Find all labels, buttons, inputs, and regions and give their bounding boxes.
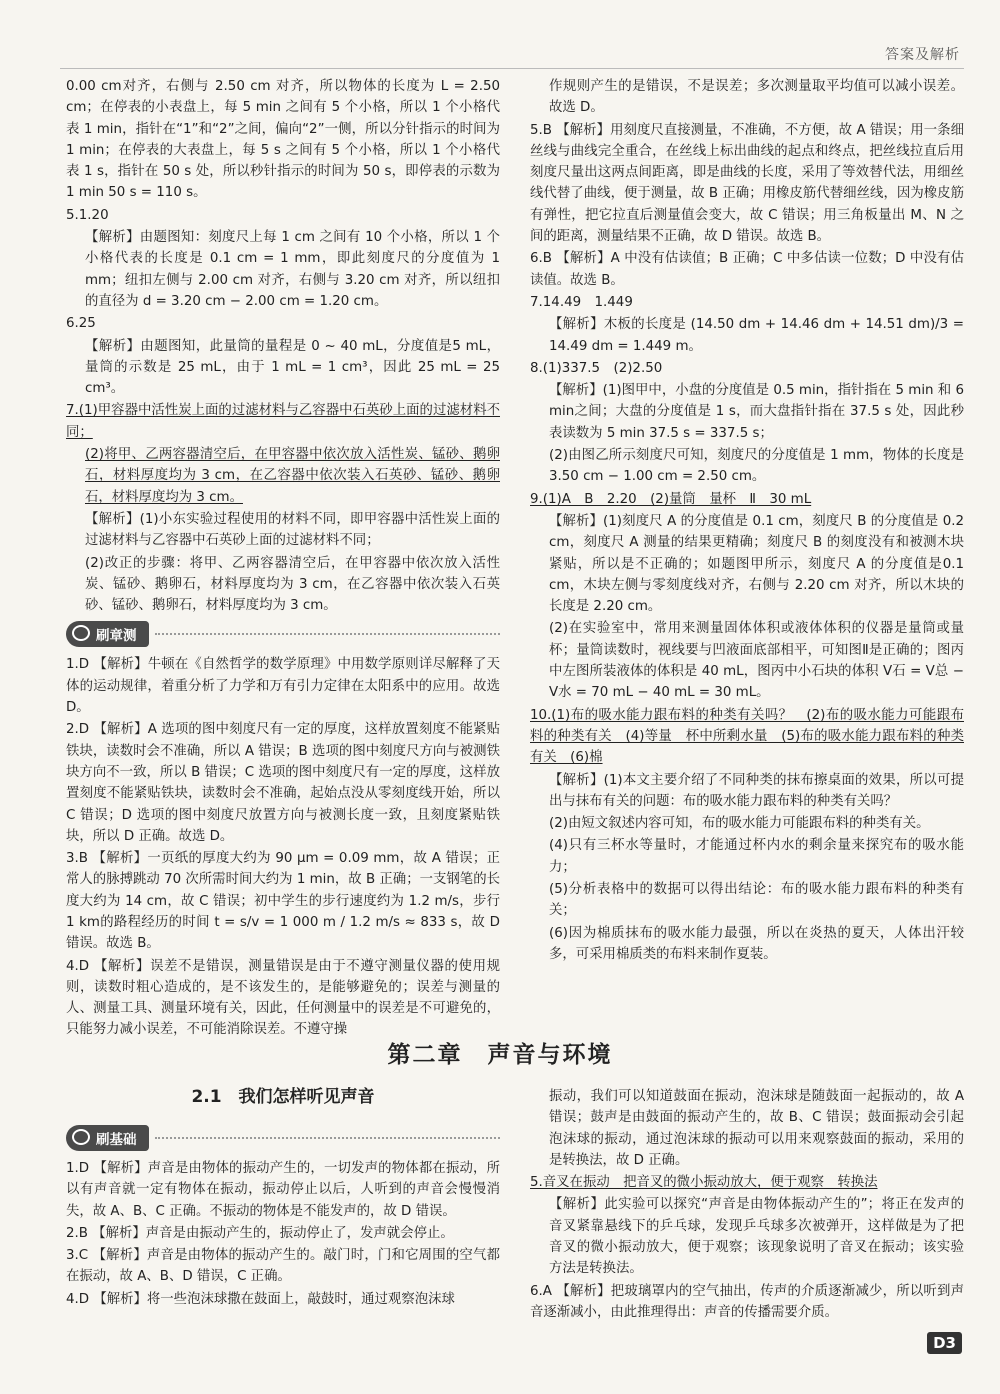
basics-5: 5.音叉在振动 把音叉的微小振动放大，便于观察 转换法 [530,1175,878,1191]
right-column-top [530,76,964,966]
chapter-title: 第二章 声音与环境 [387,1042,613,1068]
basics-1: 1.D 【解析】声音是由物体的振动产生的，一切发声的物体都在振动，所以有声音就一定有物体在振动，振动停止以后，人听到的声音会慢慢消失，故 A、B、C 正确。不振动的物体是不能发声的，故 D 错误。 [66,1161,500,1219]
left-column-bottom [66,1120,500,1311]
section-band-chapter-test [66,620,500,648]
page-number: D3 [927,1332,962,1354]
chapter-test-1: 1.D 【解析】牛顿在《自然哲学的数学原理》中用数学原则详尽解释了天体的运动规律，着重分析了力学和万有引力定律在太阳系中的应用。故选 D。 [66,657,500,716]
chapter-test-10-expl-6: (6)因为棉质抹布的吸水能力最强，所以在炎热的夏天，人体出汗较多，可采用棉质类的布料来制作夏装。 [549,925,964,962]
chapter-test-10-expl-1: 【解析】(1)本文主要介绍了不同种类的抹布擦桌面的效果，所以可提出与抹布有关的问题：布的吸水能力跟布料的种类有关吗？ [549,772,964,809]
basics-4: 4.D 【解析】将一些泡沫球撒在鼓面上，敲鼓时，通过观察泡沫球 [66,1291,455,1307]
answer-5: 5.1.20 [66,207,109,223]
chapter-test-10-expl-4: (4)只有三杯水等量时，才能通过杯内水的剩余量来探究布的吸水能力； [549,838,964,875]
chapter-test-7-expl: 【解析】木板的长度是 (14.50 dm + 14.46 dm + 14.51 dm)/3 = 14.49 dm = 1.449 m。 [549,317,964,354]
answer-7-1: 7.(1)甲容器中活性炭上面的过滤材料与乙容器中石英砂上面的过滤材料不同； [66,403,500,440]
answer-6: 6.25 [66,316,96,332]
chapter-test-6: 6.B 【解析】A 中没有估读值；B 正确；C 中多估读一位数；D 中没有估读值。故选 B。 [530,251,964,288]
brush-icon [72,1129,90,1145]
basics-5-expl: 【解析】此实验可以探究“声音是由物体振动产生的”；将正在发声的音叉紧靠悬线下的乒乓球，发现乒乓球多次被弹开，这样做是为了把音叉的微小振动放大，便于观察；该现象说明了音叉在振动；该实验方法是转换法。 [549,1197,964,1277]
chapter-test-4: 4.D 【解析】误差不是错误，测量错误是由于不遵守测量仪器的使用规则，读数时粗心造成的，是不该发生的，是能够避免的；误差与测量的人、测量工具、测量环境有关，因此，任何测量中的误差是不可避免的，只能努力减小误差，不可能消除误差。不遵守操 [66,958,500,1038]
section-title: 2.1 我们怎样听见声音 [191,1087,375,1107]
basics-4-cont: 振动，我们可以知道鼓面在振动，泡沫球是随鼓面一起振动的，故 A 错误；鼓声是由鼓面的振动产生的，故 B、C 错误；鼓面振动会引起泡沫球的振动，通过泡沫球的振动可以用来观察鼓面的振动，采用的是转换法，故 D 正确。 [549,1089,964,1168]
basics-2: 2.B 【解析】声音是由振动产生的，振动停止了，发声就会停止。 [66,1225,454,1241]
dotted-divider [155,633,501,635]
left-column-top [66,76,500,1042]
chapter-test-9: 9.(1)A B 2.20 (2)量筒 量杯 Ⅱ 30 mL [530,491,812,507]
band-label: 刷章测 [66,621,149,647]
text-paragraph: 0.00 cm对齐，右侧与 2.50 cm 对齐，所以物体的长度为 L = 2.50 cm；在停表的小表盘上，每 5 min 之间有 5 个小格，所以 1 个小格代表 1 min，指针在“1”和“2”之间，偏向“2”一侧，所以分针指示的时间为 1 min；在停表的大表盘上，每 5 s 之间有 5 个小格，所以 1 个小格代表 1 s，指针在 50 s 处，所以秒针指示的时间为 50 s，即停表的示数为 1 min 50 s = 110 s。 [66,79,500,201]
chapter-test-5: 5.B 【解析】用刻度尺直接测量，不准确，不方便，故 A 错误；用一条细丝线与曲线完全重合，在丝线上标出曲线的起点和终点，把丝线拉直后用刻度尺量出这两点间距离，即是曲线的长度，采用了等效替代法，用细丝线代替了曲线，便于测量，故 B 正确；用橡皮筋代替细丝线，因为橡皮筋有弹性，把它拉直后测量值会变大，故 C 错误；用三角板量出 M、N 之间的距离，测量结果不正确，故 D 错误。故选 B。 [530,122,964,245]
chapter-test-7: 7.14.49 1.449 [530,294,633,310]
brush-icon [72,625,90,641]
chapter-test-8-expl-1: 【解析】(1)图甲中，小盘的分度值是 0.5 min，指针指在 5 min 和 6 min之间；大盘的分度值是 1 s，而大盘指针指在 37.5 s 处，因此秒表读数为 5 min 37.5 s = 337.5 s； [549,383,964,441]
chapter-test-8: 8.(1)337.5 (2)2.50 [530,360,663,376]
answer-7-2: (2)将甲、乙两容器清空后，在甲容器中依次放入活性炭、锰砂、鹅卵石，材料厚度均为 3 cm，在乙容器中依次装入石英砂、锰砂、鹅卵石，材料厚度均为 3 cm。 [85,447,500,505]
chapter-test-10: 10.(1)布的吸水能力跟布料的种类有关吗？ (2)布的吸水能力可能跟布料的种类有关 (4)等量 杯中所剩水量 (5)布的吸水能力跟布料的种类有关 (6)棉 [530,707,964,766]
explanation-5: 【解析】由题图知：刻度尺上每 1 cm 之间有 10 个小格，所以 1 个小格代表的长度是 0.1 cm = 1 mm，即此刻度尺的分度值为 1 mm；纽扣左侧与 2.00 cm 对齐，右侧与 3.20 cm 对齐，所以纽扣的直径为 d = 3.20 cm − 2.00 cm = 1.20 cm。 [85,230,500,309]
header-divider [60,68,964,69]
basics-6: 6.A 【解析】把玻璃罩内的空气抽出，传声的介质逐渐减少，所以听到声音逐渐减小，由此推理得出：声音的传播需要介质。 [530,1283,964,1320]
chapter-test-8-expl-2: (2)由图乙所示刻度尺可知，刻度尺的分度值是 1 mm，物体的长度是 3.50 cm − 1.00 cm = 2.50 cm。 [549,448,964,485]
header-title: 答案及解析 [885,47,960,63]
chapter-test-4-cont: 作规则产生的是错误，不是误差；多次测量取平均值可以减小误差。故选 D。 [549,79,964,116]
dotted-divider [155,1137,501,1139]
basics-3: 3.C 【解析】声音是由物体的振动产生的。敲门时，门和它周围的空气都在振动，故 A、B、D 错误，C 正确。 [66,1248,500,1285]
chapter-test-10-expl-2: (2)由短文叙述内容可知，布的吸水能力可能跟布料的种类有关。 [549,816,930,832]
chapter-test-2: 2.D 【解析】A 选项的图中刻度尺有一定的厚度，这样放置刻度不能紧贴铁块，读数时会不准确，所以 A 错误；B 选项的图中刻度尺方向与被测铁块方向不一致，所以 B 错误；C 选项的图中刻度尺有一定的厚度，这样放置刻度不能紧贴铁块，读数时会不准确，起始点没从零刻度线开始，所以 C 错误；D 选项的图中刻度尺放置方向与被测长度一致，且刻度紧贴铁块，所以 D 正确。故选 D。 [66,722,500,844]
explanation-6: 【解析】由题图知，此量筒的量程是 0 ~ 40 mL，分度值是5 mL，量筒的示数是 25 mL，由于 1 mL = 1 cm³，因此 25 mL = 25 cm³。 [85,338,500,397]
chapter-test-9-expl-2: (2)在实验室中，常用来测量固体体积或液体体积的仪器是量筒或量杯；量筒读数时，视线要与凹液面底部相平，可知图Ⅱ是正确的；图丙中左图所装液体的体积是 40 mL，图丙中小石块的体积 V石 = V总 − V水 = 70 mL − 40 mL = 30 mL。 [549,621,964,701]
band-label: 刷基础 [66,1125,149,1151]
chapter-test-10-expl-5: (5)分析表格中的数据可以得出结论：布的吸水能力跟布料的种类有关； [549,881,964,919]
chapter-test-3: 3.B 【解析】一页纸的厚度大约为 90 μm = 0.09 mm，故 A 错误；正常人的脉搏跳动 70 次所需时间大约为 1 min，故 B 正确；一支钢笔的长度大约为 14 cm，故 C 错误；初中学生的步行速度约为 1.2 m/s，步行1 km的路程经历的时间 t = s/v = 1 000 m / 1.2 m/s ≈ 833 s，故 D 错误。故选 B。 [66,851,500,952]
chapter-test-9-expl-1: 【解析】(1)刻度尺 A 的分度值是 0.1 cm，刻度尺 B 的分度值是 0.2 cm，刻度尺 A 测量的结果更精确；刻度尺 B 的刻度没有和被测木块紧贴，所以是不正确的；如题图甲所示，刻度尺 A 的分度值是0.1 cm，木块左侧与零刻度线对齐，右侧与 2.20 cm 对齐，所以木块的长度是 2.20 cm。 [549,513,964,615]
explanation-7-1: 【解析】(1)小东实验过程使用的材料不同，即甲容器中活性炭上面的过滤材料与乙容器中石英砂上面的过滤材料不同； [85,511,500,549]
explanation-7-2: (2)改正的步骤：将甲、乙两容器清空后，在甲容器中依次放入活性炭、锰砂、鹅卵石，材料厚度均为 3 cm，在乙容器中依次装入石英砂、锰砂、鹅卵石，材料厚度均为 3 cm。 [85,555,500,614]
section-band-basics [66,1124,500,1152]
right-column-bottom [530,1086,964,1324]
